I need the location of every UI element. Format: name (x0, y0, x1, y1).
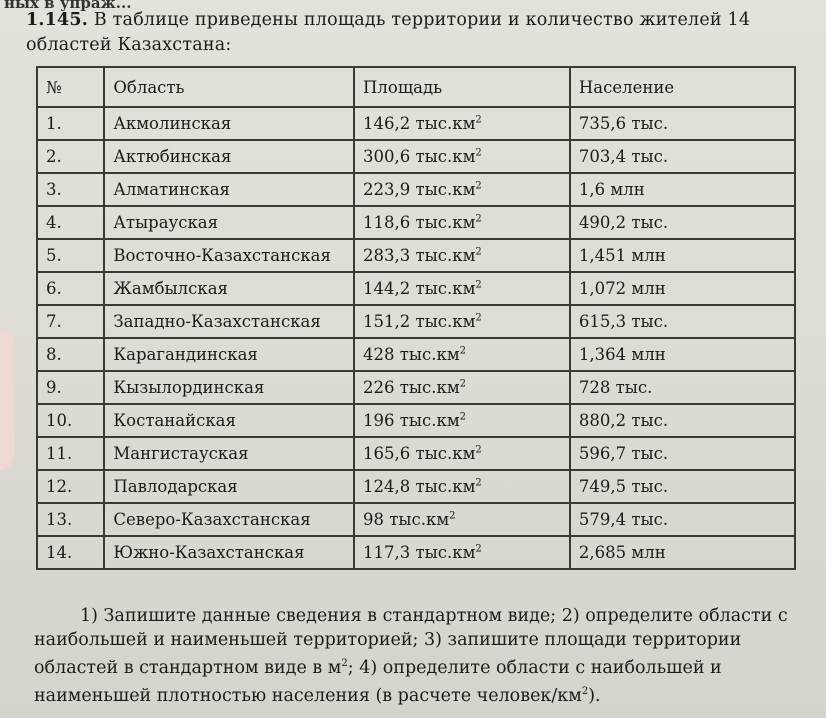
area-exponent: 2 (449, 510, 456, 522)
finger-shadow (0, 330, 14, 470)
row-region: Актюбинская (104, 140, 354, 173)
area-unit: тыс.км (399, 345, 460, 364)
area-exponent: 2 (459, 345, 467, 357)
row-population: 728 тыс. (570, 371, 795, 404)
row-region: Южно-Казахстанская (104, 536, 354, 569)
row-population: 1,451 млн (570, 239, 795, 272)
area-unit: тыс.км (399, 411, 460, 430)
table-row (37, 107, 795, 140)
row-number: 5. (37, 239, 104, 272)
row-population: 579,4 тыс. (570, 503, 795, 536)
task-text-1: 1) Запишите данные сведения в стандартном виде; 2) определите области с наибольшей и наименьшей территорией; 3) запишите площади территории областей в стандартном виде в м (34, 606, 788, 678)
row-population: 1,6 млн (570, 173, 795, 206)
row-number: 3. (37, 173, 104, 206)
row-region: Атырауская (104, 206, 354, 239)
row-number: 7. (37, 305, 104, 338)
row-population: 615,3 тыс. (570, 305, 795, 338)
row-population: 1,364 млн (570, 338, 795, 371)
area-unit: тыс.км (415, 477, 476, 496)
row-number: 9. (37, 371, 104, 404)
area-value: 118,6 (363, 213, 411, 232)
area-exponent: 2 (475, 477, 482, 489)
area-value: 146,2 (363, 114, 411, 133)
table-row (37, 404, 795, 437)
area-unit: тыс.км (415, 180, 476, 199)
row-population: 2,685 млн (570, 536, 795, 569)
row-area (354, 107, 570, 140)
area-unit: тыс.км (415, 312, 476, 331)
row-population: 703,4 тыс. (570, 140, 795, 173)
row-population: 735,6 тыс. (570, 107, 795, 140)
superscript-1: 2 (341, 658, 348, 669)
row-population: 1,072 млн (570, 272, 795, 305)
task-text-2: ; 4) определите области с наибольшей и наименьшей плотностью населения (в расчете человек/км (34, 657, 722, 706)
table-row (37, 503, 795, 536)
row-region: Кызылординская (104, 371, 354, 404)
header-area: Площадь (354, 67, 570, 107)
table-row (37, 206, 795, 239)
area-exponent: 2 (475, 180, 482, 192)
task-list (34, 604, 804, 708)
row-region: Северо-Казахстанская (104, 503, 354, 536)
row-number: 12. (37, 470, 104, 503)
area-unit: тыс.км (415, 213, 476, 232)
row-area (354, 305, 570, 338)
header-number: № (37, 67, 104, 107)
area-value: 98 (363, 510, 385, 529)
problem-statement (26, 8, 786, 58)
superscript-2: 2 (581, 685, 589, 697)
row-region: Акмолинская (104, 107, 354, 140)
row-number: 4. (37, 206, 104, 239)
row-number: 8. (37, 338, 104, 371)
row-region: Жамбылская (104, 272, 354, 305)
table-header-row (37, 67, 795, 107)
header-population: Население (570, 67, 795, 107)
area-value: 124,8 (363, 477, 411, 496)
area-exponent: 2 (475, 114, 482, 126)
row-area (354, 239, 570, 272)
table-row (37, 140, 795, 173)
cut-off-header: ных в упраж... (4, 0, 132, 12)
row-region: Карагандинская (104, 338, 354, 371)
table-row (37, 173, 795, 206)
area-value: 283,3 (363, 246, 411, 265)
table-row (37, 470, 795, 503)
table-row (37, 272, 795, 305)
table-row (37, 338, 795, 371)
row-region: Алматинская (104, 173, 354, 206)
row-number: 10. (37, 404, 104, 437)
area-value: 144,2 (363, 279, 411, 298)
header-region: Область (104, 67, 354, 107)
row-population: 596,7 тыс. (570, 437, 795, 470)
row-area (354, 272, 570, 305)
row-number: 2. (37, 140, 104, 173)
row-area (354, 338, 570, 371)
table-row (37, 536, 795, 569)
area-unit: тыс.км (415, 543, 476, 562)
area-exponent: 2 (475, 543, 482, 555)
row-population: 490,2 тыс. (570, 206, 795, 239)
area-exponent: 2 (475, 213, 482, 225)
regions-table (36, 66, 796, 570)
row-region: Павлодарская (104, 470, 354, 503)
row-area (354, 173, 570, 206)
row-number: 11. (37, 437, 104, 470)
area-exponent: 2 (459, 378, 467, 390)
area-unit: тыс.км (415, 279, 476, 298)
row-region: Восточно-Казахстанская (104, 239, 354, 272)
area-value: 300,6 (363, 147, 411, 166)
area-unit: тыс.км (415, 114, 476, 133)
area-unit: тыс.км (399, 378, 460, 397)
row-population: 880,2 тыс. (570, 404, 795, 437)
row-region: Западно-Казахстанская (104, 305, 354, 338)
area-exponent: 2 (475, 279, 482, 291)
row-area (354, 206, 570, 239)
row-number: 1. (37, 107, 104, 140)
area-value: 151,2 (363, 312, 411, 331)
task-text-3: ). (588, 685, 601, 706)
problem-text: В таблице приведены площадь территории и количество жителей 14 областей Казахстана: (26, 10, 751, 55)
area-value: 226 (363, 378, 395, 397)
row-area (354, 140, 570, 173)
table-row (37, 371, 795, 404)
row-area (354, 437, 570, 470)
area-unit: тыс.км (415, 147, 476, 166)
row-area (354, 536, 570, 569)
row-region: Мангистауская (104, 437, 354, 470)
problem-number: 1.145. (26, 10, 89, 30)
row-number: 14. (37, 536, 104, 569)
area-value: 428 (363, 345, 395, 364)
area-value: 196 (363, 411, 395, 430)
row-number: 6. (37, 272, 104, 305)
table-row (37, 305, 795, 338)
area-value: 223,9 (363, 180, 411, 199)
area-value: 117,3 (363, 543, 411, 562)
table-body (37, 107, 795, 569)
row-area (354, 371, 570, 404)
row-population: 749,5 тыс. (570, 470, 795, 503)
row-area (354, 503, 570, 536)
area-exponent: 2 (475, 246, 482, 258)
area-unit: тыс.км (389, 510, 450, 529)
area-value: 165,6 (363, 444, 411, 463)
area-exponent: 2 (475, 312, 482, 324)
row-number: 13. (37, 503, 104, 536)
row-area (354, 404, 570, 437)
table-row (37, 437, 795, 470)
table-row (37, 239, 795, 272)
area-unit: тыс.км (415, 444, 476, 463)
row-area (354, 470, 570, 503)
area-exponent: 2 (475, 147, 482, 159)
area-exponent: 2 (475, 444, 482, 456)
area-unit: тыс.км (415, 246, 476, 265)
area-exponent: 2 (459, 411, 467, 423)
row-region: Костанайская (104, 404, 354, 437)
